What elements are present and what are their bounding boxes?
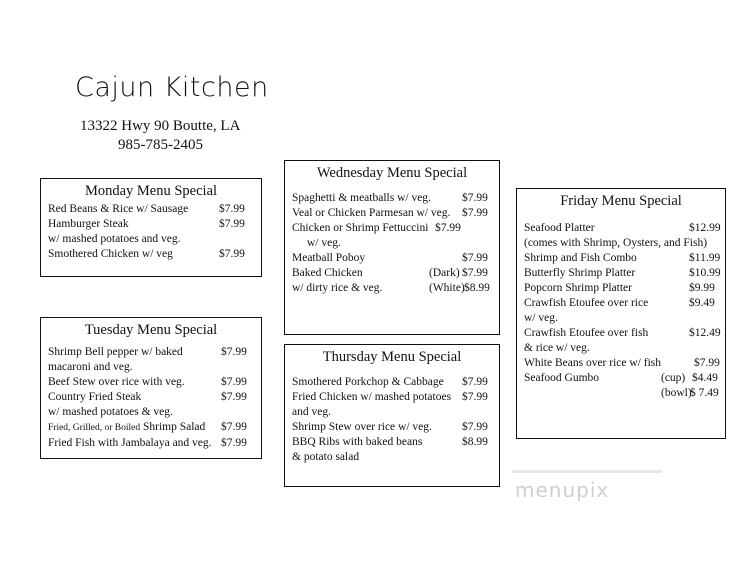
menu-item: Seafood Platter $12.99 bbox=[524, 222, 721, 234]
menu-item: w/ mashed potatoes and veg. bbox=[48, 233, 181, 245]
menu-item: & rice w/ veg. bbox=[524, 342, 590, 354]
menupix-watermark: menupix bbox=[515, 478, 610, 502]
monday-title: Monday Menu Special bbox=[84, 183, 218, 199]
tuesday-title: Tuesday Menu Special bbox=[84, 322, 218, 338]
menu-item: w/ mashed potatoes & veg. bbox=[48, 406, 173, 418]
wednesday-title: Wednesday Menu Special bbox=[316, 165, 468, 181]
menu-item: Shrimp Bell pepper w/ baked $7.99 bbox=[48, 346, 247, 358]
menu-item: Country Fried Steak $7.99 bbox=[48, 391, 247, 403]
menu-item: Smothered Porkchop & Cabbage $7.99 bbox=[292, 376, 488, 388]
menu-item: Butterfly Shrimp Platter $10.99 bbox=[524, 267, 721, 279]
menu-item: w/ veg. bbox=[524, 312, 558, 324]
friday-title: Friday Menu Special bbox=[560, 193, 682, 209]
restaurant-address: 13322 Hwy 90 Boutte, LA bbox=[80, 118, 241, 134]
restaurant-name: Cajun Kitchen bbox=[75, 72, 269, 103]
menu-item: Meatball Poboy $7.99 bbox=[292, 252, 488, 264]
menu-item: Shrimp and Fish Combo $11.99 bbox=[524, 252, 721, 264]
tuesday-special-box bbox=[40, 317, 262, 459]
menu-item: & potato salad bbox=[292, 451, 360, 463]
menu-item: Baked Chicken (Dark) $7.99 bbox=[292, 267, 488, 279]
monday-special-box bbox=[40, 178, 262, 277]
watermark-bar bbox=[512, 470, 662, 473]
menu-item: Fried, Grilled, or Boiled Shrimp Salad $7.99 bbox=[48, 421, 247, 433]
menu-item: Red Beans & Rice w/ Sausage $7.99 bbox=[48, 203, 245, 215]
friday-special-box: Friday Menu Special Seafood Platter $12.99 (comes with Shrimp, Oysters, and Fish) Shrimp and Fish Combo $11.99 Butterfly Shrimp Platter $10.99 Popcorn Shrimp Platter $9.99 Crawfish Etoufee over rice $9.49 w/ veg. Crawfish Etoufee over fish $12.49 & rice w/ veg. White Beans over rice w/ fish $7.99 Seafood Gumbo (cup) $4.49 (bowl) $ 7.49 bbox=[516, 188, 726, 439]
menu-item: Fried Fish with Jambalaya and veg. $7.99 bbox=[48, 437, 247, 449]
menu-item: Spaghetti & meatballs w/ veg. $7.99 bbox=[292, 192, 488, 204]
menu-item: macaroni and veg. bbox=[48, 361, 133, 373]
menu-item: Hamburger Steak $7.99 bbox=[48, 218, 245, 230]
menu-item: and veg. bbox=[292, 406, 331, 418]
menu-item: Shrimp Stew over rice w/ veg. $7.99 bbox=[292, 421, 488, 433]
menu-item: Popcorn Shrimp Platter $9.99 bbox=[524, 282, 715, 294]
menu-item: Chicken or Shrimp Fettuccini $7.99 bbox=[292, 222, 461, 234]
menu-item: White Beans over rice w/ fish $7.99 bbox=[524, 357, 720, 369]
thursday-title: Thursday Menu Special bbox=[322, 349, 462, 365]
menu-item: Fried Chicken w/ mashed potatoes $7.99 bbox=[292, 391, 488, 403]
restaurant-phone: 985-785-2405 bbox=[118, 137, 203, 153]
menu-item: BBQ Ribs with baked beans $8.99 bbox=[292, 436, 488, 448]
menu-item: w/ veg. bbox=[307, 237, 341, 249]
menu-item: Smothered Chicken w/ veg $7.99 bbox=[48, 248, 245, 260]
menu-item: Veal or Chicken Parmesan w/ veg. $7.99 bbox=[292, 207, 488, 219]
menu-item: Crawfish Etoufee over fish $12.49 bbox=[524, 327, 721, 339]
thursday-special-box bbox=[284, 344, 500, 487]
wednesday-special-box bbox=[284, 160, 500, 335]
menu-item: Crawfish Etoufee over rice $9.49 bbox=[524, 297, 715, 309]
menu-item: Beef Stew over rice with veg. $7.99 bbox=[48, 376, 247, 388]
menu-item: Seafood Gumbo (cup) $4.49 bbox=[524, 372, 718, 384]
menu-item: (comes with Shrimp, Oysters, and Fish) bbox=[524, 237, 708, 249]
menu-item: w/ dirty rice & veg. (White) $8.99 bbox=[292, 282, 490, 294]
